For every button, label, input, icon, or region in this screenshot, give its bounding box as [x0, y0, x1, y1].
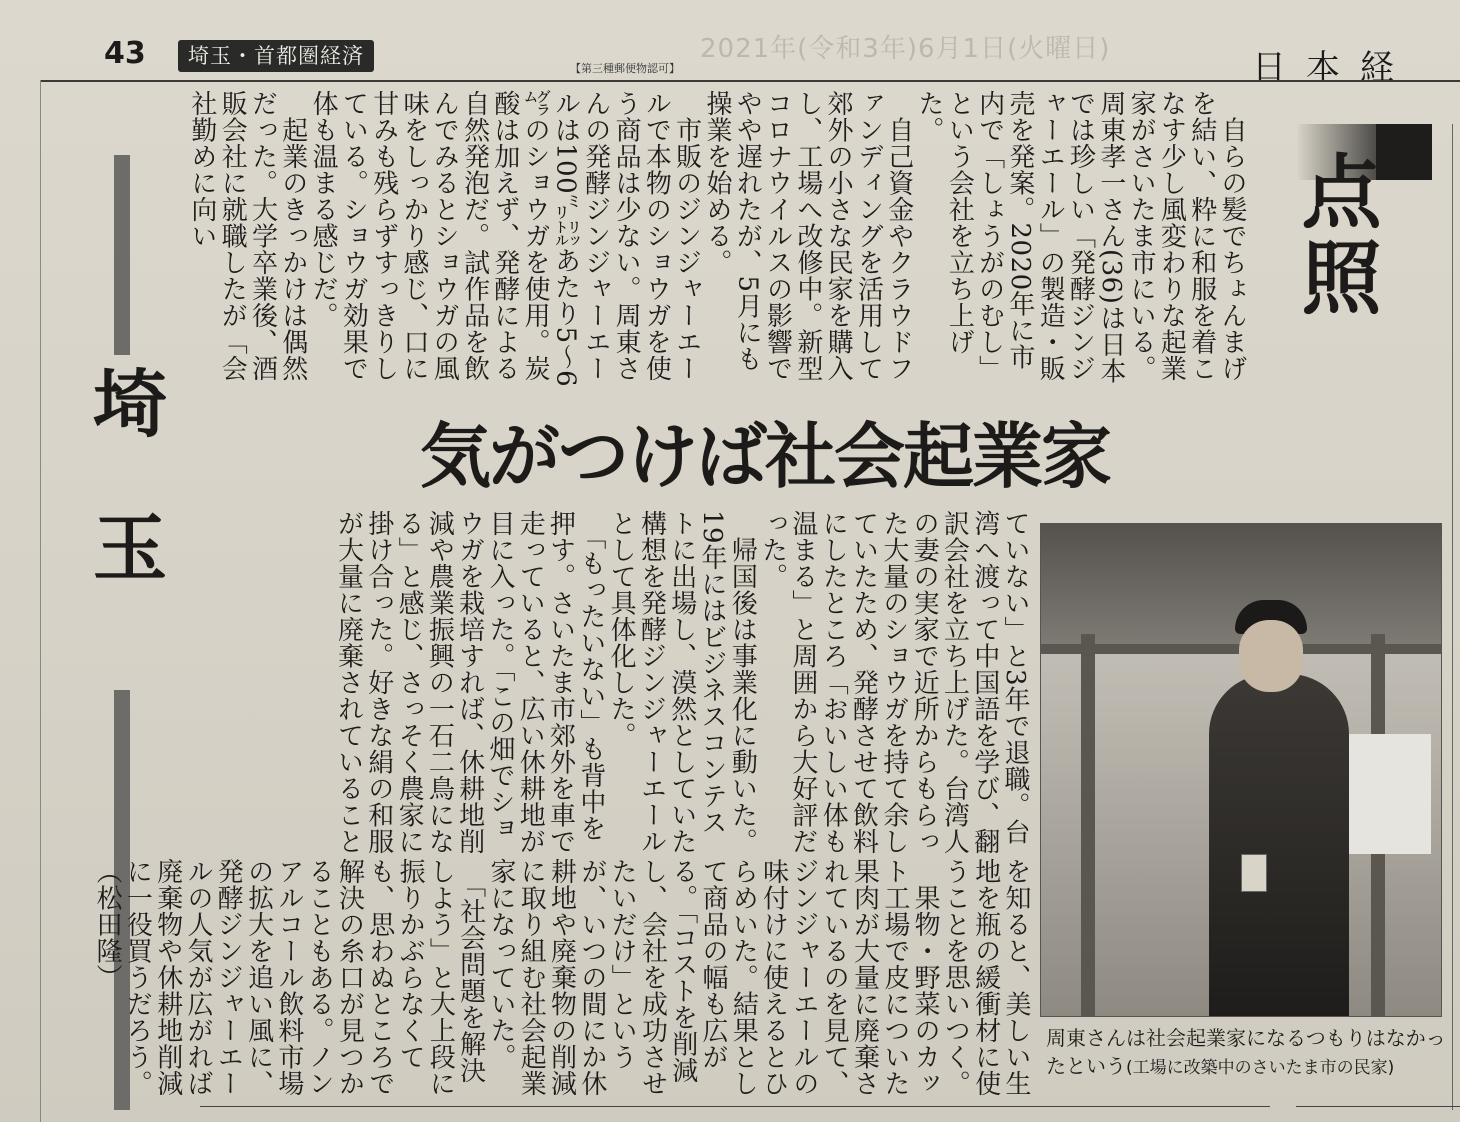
- header-rule: [40, 80, 1460, 82]
- headline: 気がつけば社会起業家: [420, 414, 1111, 498]
- postal-notice: 【第三種郵便物認可】: [570, 62, 680, 75]
- bottom-rule: [200, 1106, 1270, 1107]
- page-number: 43: [104, 36, 146, 71]
- right-border: [1452, 124, 1453, 1110]
- photo-caption: [1046, 1024, 1446, 1082]
- bottom-rule-right: [1296, 1106, 1460, 1107]
- column-marker-box: [1376, 124, 1432, 180]
- column-title: 点照: [1288, 150, 1382, 322]
- caption-note: (工場に改築中のさいたま市の民家): [1126, 1058, 1395, 1078]
- article-body-lower: を知ると、美しい生地を瓶の緩衝材に使うことを思いつく。 果物・野菜のカット工場で皮についた果肉が大量に廃棄されているのを見て、ジンジャーエールの味付けに使えるとひらめいた。結果として商品の幅も広がる。「コストを削減し、会社を成功させたいだけ」というが、いつの間にか休耕地や廃棄物の削減に取り組む社会起業家になっていた。 「社会問題を解決しよう」と大上段に振りかぶらなくても、思わぬところで解決の糸口が見つかることもある。ノンアルコール飲料市場の拡大を追い風に、発酵ジンジャーエールの人気が広がれば廃棄物や休耕地削減に一役買うだろう。 （松田隆）: [92, 858, 1031, 1097]
- section-badge: 埼玉・首都圏経済: [178, 40, 374, 72]
- article-photo: [1040, 523, 1442, 1017]
- article-body-middle: ていない」と3年で退職。台湾へ渡って中国語を学び、翻訳会社を立ち上げた。台湾人の妻の実家で近所からもらった大量のショウガを持て余していたため、発酵させて飲料にしたところ「おいしい体も温まる」と周囲から大好評だった。 帰国後は事業化に動いた。19年にはビジネスコンテストに出場し、漠然としていた構想を発酵ジンジャーエールとして具体化した。 「もったいない」も背中を押す。さいたま市郊外を車で走っていると、広い休耕地が目に入った。「この畑でショウガを栽培すれば、休耕地削減や農業振興の一石二鳥になる」と感じ、さっそく農家に掛け合った。好きな絹の和服が大量に廃棄されていること: [333, 510, 1030, 855]
- photo-badge: [1241, 854, 1267, 892]
- masthead: 日本経: [1252, 48, 1414, 88]
- left-border: [40, 80, 41, 1122]
- photo-beam: [1081, 634, 1095, 1016]
- photo-person-face: [1239, 620, 1303, 692]
- caption-main: 周東さんは社会起業家になるつもりはなかったという: [1046, 1026, 1446, 1078]
- date-line: 2021年(令和3年)6月1日(火曜日): [700, 34, 1111, 64]
- article-body-upper: 自らの髪でちょんまげを結い、粋に和服を着こなす少し風変わりな起業家がさいたま市にいる。周東孝一さん(36)は日本では珍しい「発酵ジンジャーエール」の製造・販売を発案。2020年に市内で「しょうがのむし」という会社を立ち上げた。 自己資金やクラウドファンディングを活用して郊外の小さな民家を購入し、工場へ改修中。新型コロナウイルスの影響でやや遅れたが、5月にも操業を始める。 市販のジンジャーエールで本物のショウガを使う商品は少ない。周東さんの発酵ジンジャーエールは100㍉㍑あたり5～6㌘のショウガを使用。炭酸は加えず、発酵による自然発泡だ。試作品を飲んでみるとショウガの風味をしっかり感じ、口に甘みも残らずすっきりしている。ショウガ効果で体も温まる感じだ。 起業のきっかけは偶然だった。大学卒業後、酒販会社に就職したが「会社勤めに向い: [186, 90, 1247, 388]
- region-label: 埼玉: [81, 365, 167, 653]
- photo-person-body: [1209, 674, 1349, 1016]
- side-bar-top: [114, 155, 130, 355]
